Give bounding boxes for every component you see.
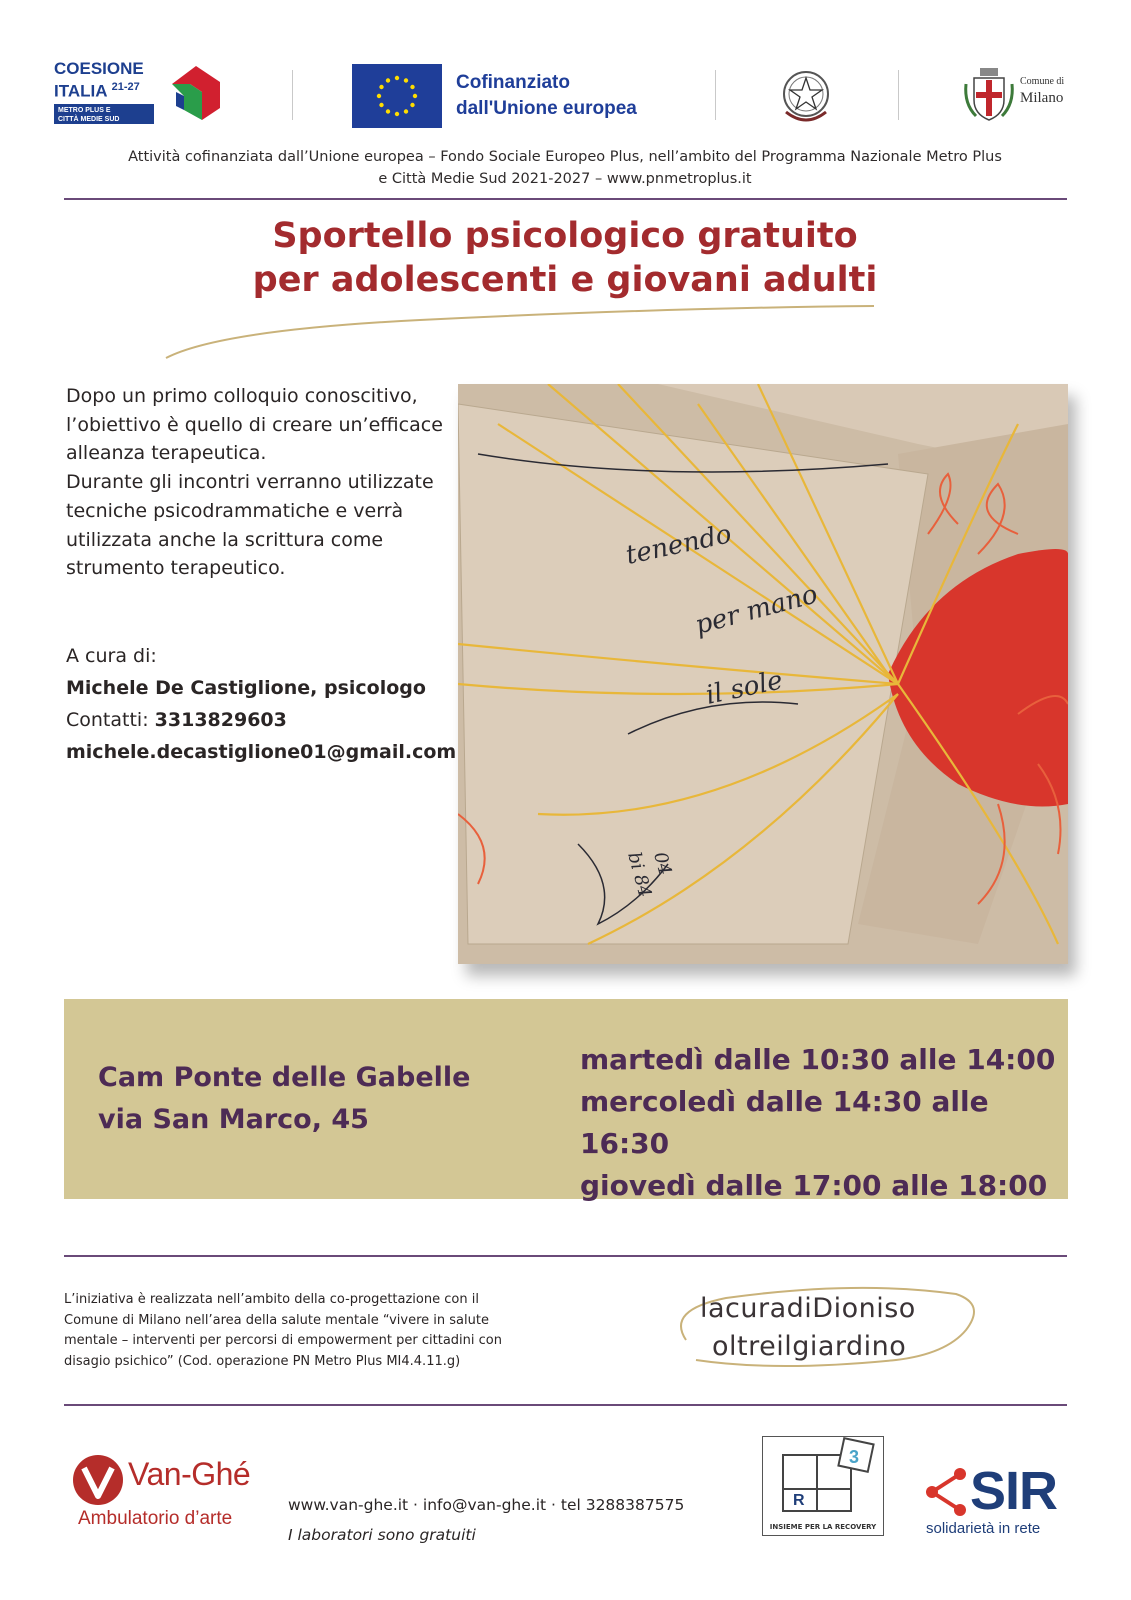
van-ghe-v-icon	[70, 1452, 126, 1508]
van-ghe-name: Van-Ghé	[128, 1456, 251, 1492]
curator-label: A cura di:	[66, 645, 157, 667]
title-line2: per adolescenti e giovani adulti	[252, 260, 878, 300]
opening-hours	[580, 1039, 1068, 1207]
initiative-note	[64, 1290, 544, 1372]
intro-line: tecniche psicodrammatiche e verrà	[66, 499, 404, 522]
sir-subtitle: solidarietà in rete	[926, 1520, 1041, 1537]
curator-info	[66, 640, 456, 768]
eu-line1: Cofinanziato	[456, 72, 570, 93]
schedule-box	[64, 999, 1068, 1202]
curator-email[interactable]: michele.decastiglione01@gmail.com	[66, 741, 457, 763]
milano-coat-of-arms-icon	[962, 66, 1016, 122]
header-separator	[715, 70, 716, 120]
decorative-swoosh	[160, 296, 880, 362]
italian-republic-emblem-icon	[778, 66, 834, 128]
note-line: Comune di Milano nell’area della salute mentale “vivere in salute	[64, 1312, 489, 1328]
location	[98, 1057, 470, 1141]
eu-line2: dall'Unione europea	[456, 98, 637, 119]
eu-cofinanced-label	[456, 70, 637, 122]
intro-line: l’obiettivo è quello di creare un’efficace	[66, 413, 443, 436]
comune-di-milano-logo	[962, 66, 1082, 122]
artwork-word: per mano	[692, 579, 821, 641]
note-line: disagio psichico” (Cod. operazione PN Metro Plus MI4.4.11.g)	[64, 1353, 461, 1369]
coesione-line1: COESIONE	[54, 59, 144, 78]
artwork-word: tenendo	[623, 519, 735, 571]
funding-line2: e Città Medie Sud 2021-2027 – www.pnmetroplus.it	[378, 171, 752, 187]
coesione-italy-mark-icon	[162, 62, 226, 124]
milano-label: Milano	[1020, 90, 1064, 106]
artwork-image	[458, 384, 1068, 964]
footer-contacts	[288, 1490, 684, 1550]
contacts-label: Contatti:	[66, 709, 155, 731]
intro-text	[66, 382, 456, 583]
intro-line: Durante gli incontri verranno utilizzate	[66, 471, 434, 494]
van-ghe-subtitle: Ambulatorio d’arte	[78, 1508, 233, 1529]
coesione-badge-line1: METRO PLUS E	[58, 107, 111, 114]
sir-logo	[924, 1462, 1074, 1542]
free-workshops-note: I laboratori sono gratuiti	[288, 1526, 476, 1544]
footer-contact-line[interactable]: www.van-ghe.it · info@van-ghe.it · tel 3288387575	[288, 1496, 685, 1514]
dioniso-project-logo	[656, 1280, 986, 1376]
share-nodes-icon	[924, 1466, 970, 1518]
title-line1: Sportello psicologico gratuito	[272, 216, 858, 256]
funding-statement	[100, 146, 1030, 190]
dioniso-line1: lacuradiDioniso	[700, 1293, 916, 1324]
note-line: mentale – interventi per percorsi di empowerment per cittadini con	[64, 1333, 502, 1348]
milano-small-label: Comune di	[1020, 76, 1065, 87]
coesione-badge	[54, 104, 154, 124]
page-title	[150, 214, 980, 302]
divider	[64, 198, 1067, 200]
artwork-word: bi 84	[623, 849, 656, 900]
header-separator	[898, 70, 899, 120]
header-separator	[292, 70, 293, 120]
note-line: L’iniziativa è realizzata nell’ambito della co-progettazione con il	[64, 1292, 479, 1307]
funding-line1: Attività cofinanziata dall’Unione europea – Fondo Sociale Europeo Plus, nell’ambito del Programma Nazionale Metro Plus	[128, 149, 1002, 165]
svg-text:R: R	[793, 1492, 805, 1509]
van-ghe-logo	[70, 1452, 270, 1542]
coesione-badge-line2: CITTÀ MEDIE SUD	[58, 116, 120, 123]
divider	[64, 1255, 1067, 1257]
intro-line: Dopo un primo colloquio conoscitivo,	[66, 385, 418, 407]
hours-row: mercoledì dalle 14:30 alle 16:30	[580, 1085, 989, 1160]
recovery-logo	[762, 1436, 884, 1536]
recovery-label: INSIEME PER LA RECOVERY	[769, 1523, 877, 1531]
curator-phone[interactable]: 3313829603	[154, 709, 287, 731]
location-name: Cam Ponte delle Gabelle	[98, 1062, 471, 1093]
puzzle-icon	[763, 1437, 883, 1517]
curator-name: Michele De Castiglione, psicologo	[66, 677, 426, 699]
hours-row: martedì dalle 10:30 alle 14:00	[580, 1043, 1056, 1076]
sir-name: SIR	[970, 1461, 1058, 1521]
coesione-years: 21-27	[111, 81, 140, 93]
intro-line: utilizzata anche la scrittura come	[66, 528, 384, 551]
intro-line: strumento terapeutico.	[66, 557, 286, 580]
location-address: via San Marco, 45	[98, 1104, 369, 1135]
svg-text:3: 3	[849, 1447, 860, 1467]
artwork-word: il sole	[703, 665, 786, 711]
eu-flag-icon	[352, 64, 442, 128]
coesione-italia-logo	[54, 60, 234, 130]
dioniso-line2: oltreilgiardino	[712, 1331, 907, 1362]
intro-line: alleanza terapeutica.	[66, 442, 267, 465]
divider	[64, 1404, 1067, 1406]
coesione-line2: ITALIA	[54, 81, 107, 101]
hours-row: giovedì dalle 17:00 alle 18:00	[580, 1169, 1048, 1202]
artwork-word: 04	[649, 849, 676, 878]
